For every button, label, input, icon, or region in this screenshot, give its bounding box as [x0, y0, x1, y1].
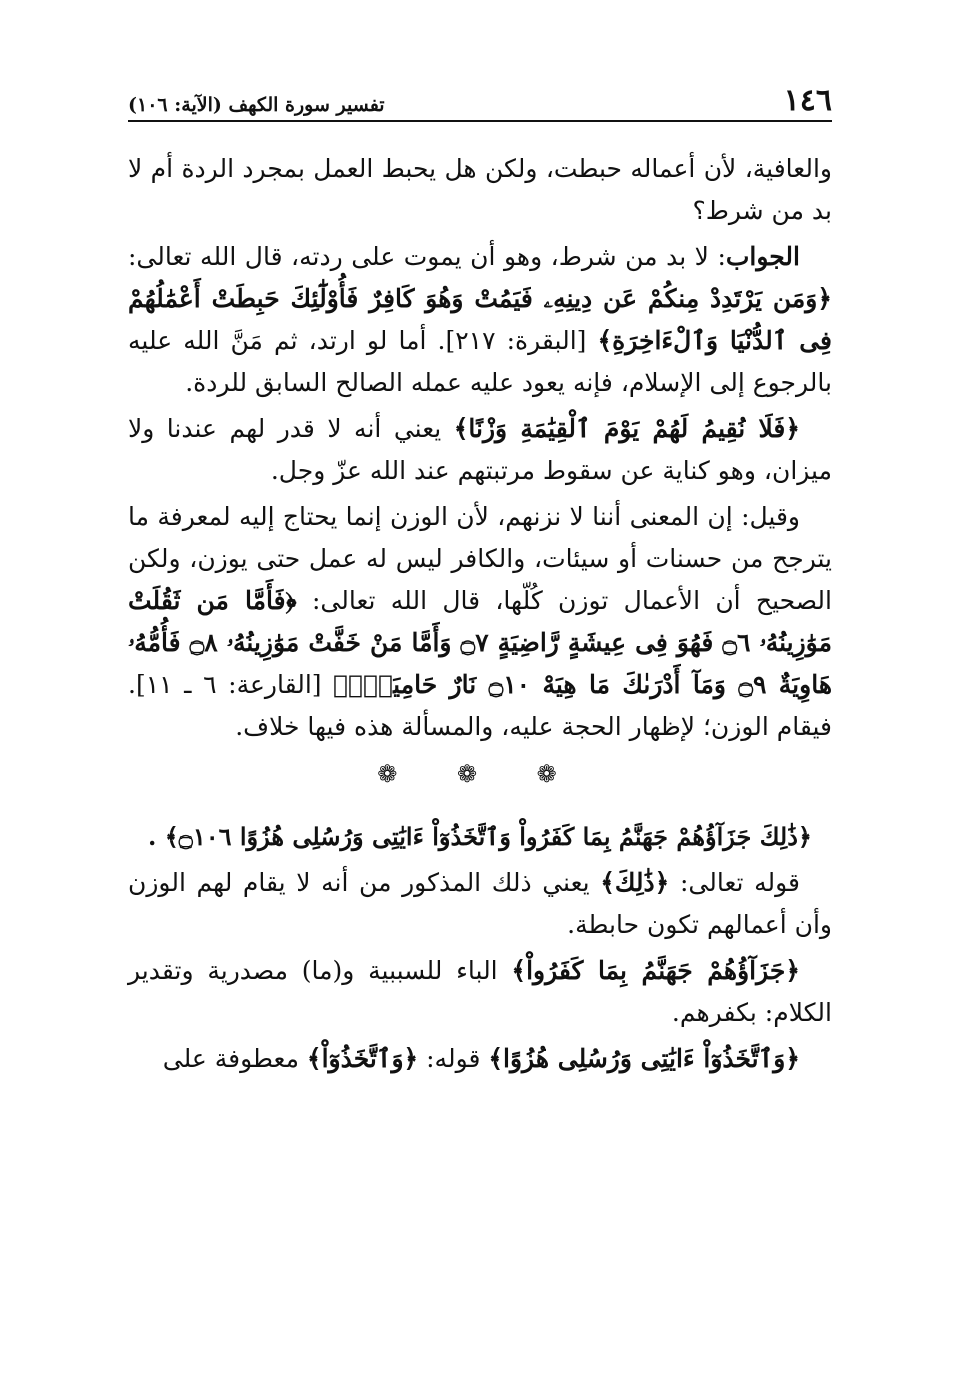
paragraph-6	[128, 950, 832, 1034]
paragraph-3-text: يعني أنه لا قدر لهم عندنا ولا ميزان، وهو كناية عن سقوط مرتبتهم عند الله عزّ وجل.	[128, 414, 832, 485]
quran-quote-dhalika: ﴿ذَٰلِكَ﴾	[600, 868, 670, 897]
quran-quote-baqarah: ﴿وَمَن يَرْتَدِدْ مِنكُمْ عَن دِينِهِۦ فَيَمُتْ وَهُوَ كَافِرٌ فَأُوْلَٰٓئِكَ حَبِطَتْ أَعْمَٰلُهُمْ فِى ٱلدُّنْيَا وَٱلْءَاخِرَةِ﴾	[128, 284, 832, 355]
page-body	[128, 148, 832, 1080]
quran-quote-ittakhadhu: ﴿وَٱتَّخَذُوٓاْ ءَايَٰتِى وَرُسُلِى هُزُوًا﴾	[488, 1044, 800, 1073]
running-title: تفسير سورة الكهف (الآية: ١٠٦)	[128, 94, 385, 116]
verse-106-heading: ﴿ذَٰلِكَ جَزَآؤُهُمْ جَهَنَّمُ بِمَا كَفَرُواْ وَٱتَّخَذُوٓاْ ءَايَٰتِى وَرُسُلِى هُزُوًا ۝١٠٦﴾ .	[148, 822, 812, 851]
paragraph-6-text: الباء للسببية و(ما) مصدرية وتقدير الكلام: بكفرهم.	[128, 956, 832, 1027]
page-header	[128, 80, 832, 122]
answer-text-rest: [البقرة: ٢١٧]. أما لو ارتد، ثم مَنَّ الله عليه بالرجوع إلى الإسلام، فإنه يعود عليه عمله الصالح السابق للردة.	[128, 326, 832, 397]
page	[128, 80, 832, 1084]
quran-quote-jazauhum: ﴿جَزَآؤُهُمْ جَهَنَّمُ بِمَا كَفَرُواْ﴾	[511, 956, 800, 985]
section-separator: ❁ ❁ ❁	[377, 760, 583, 788]
quran-quote-ittakhadhu-short: ﴿وَٱتَّخَذُوٓاْ﴾	[306, 1044, 419, 1073]
paragraph-1	[128, 148, 832, 232]
paragraph-answer	[128, 236, 832, 404]
paragraph-5-rest: يعني ذلك المذكور من أنه لا يقام لهم الوزن وأن أعمالهم تكون حابطة.	[128, 868, 832, 939]
paragraph-7	[128, 1038, 832, 1080]
paragraph-1-text: والعافية، لأن أعماله حبطت، ولكن هل يحبط العمل بمجرد الردة أم لا بد من شرط؟	[128, 154, 832, 225]
paragraph-4	[128, 496, 832, 748]
quran-quote-qariah: ﴿فَأَمَّا مَن ثَقُلَتْ مَوَٰزِينُهُۥ ۝٦ فَهُوَ فِى عِيشَةٍ رَّاضِيَةٍ ۝٧ وَأَمَّا مَنْ خَفَّتْ مَوَٰزِينُهُۥ ۝٨ فَأُمُّهُۥ هَاوِيَةٌ ۝٩ وَمَآ أَدْرَىٰكَ مَا هِيَهْ ۝١٠ نَارٌ حَامِيَةٌۢ﴾	[128, 586, 833, 699]
paragraph-4-rest: [القارعة: ٦ ـ ١١]. فيقام الوزن؛ لإظهار الحجة عليه، والمسألة هذه فيها خلاف.	[128, 670, 832, 741]
paragraph-5-text: قوله تعالى:	[669, 868, 800, 897]
quran-quote-weight: ﴿فَلَا نُقِيمُ لَهُمْ يَوْمَ ٱلْقِيَٰمَةِ وَزْنًا﴾	[453, 414, 800, 443]
page-number: ١٤٦	[783, 83, 832, 118]
paragraph-4-text: وقيل: إن المعنى أننا لا نزنهم، لأن الوزن إنما يحتاج إليه لمعرفة ما يترجح من حسنات أو سيئات، والكافر ليس له عمل حتى يوزن، ولكن الصحيح أن الأعمال توزن كُلّها، قال الله تعالى:	[128, 502, 832, 615]
paragraph-3	[128, 408, 832, 492]
paragraph-7-text: قوله:	[418, 1044, 489, 1073]
answer-label: الجواب	[725, 242, 800, 271]
paragraph-7-rest: معطوفة على	[162, 1044, 307, 1073]
answer-text: : لا بد من شرط، وهو أن يموت على ردته، قال الله تعالى:	[128, 242, 726, 271]
paragraph-5	[128, 862, 832, 946]
